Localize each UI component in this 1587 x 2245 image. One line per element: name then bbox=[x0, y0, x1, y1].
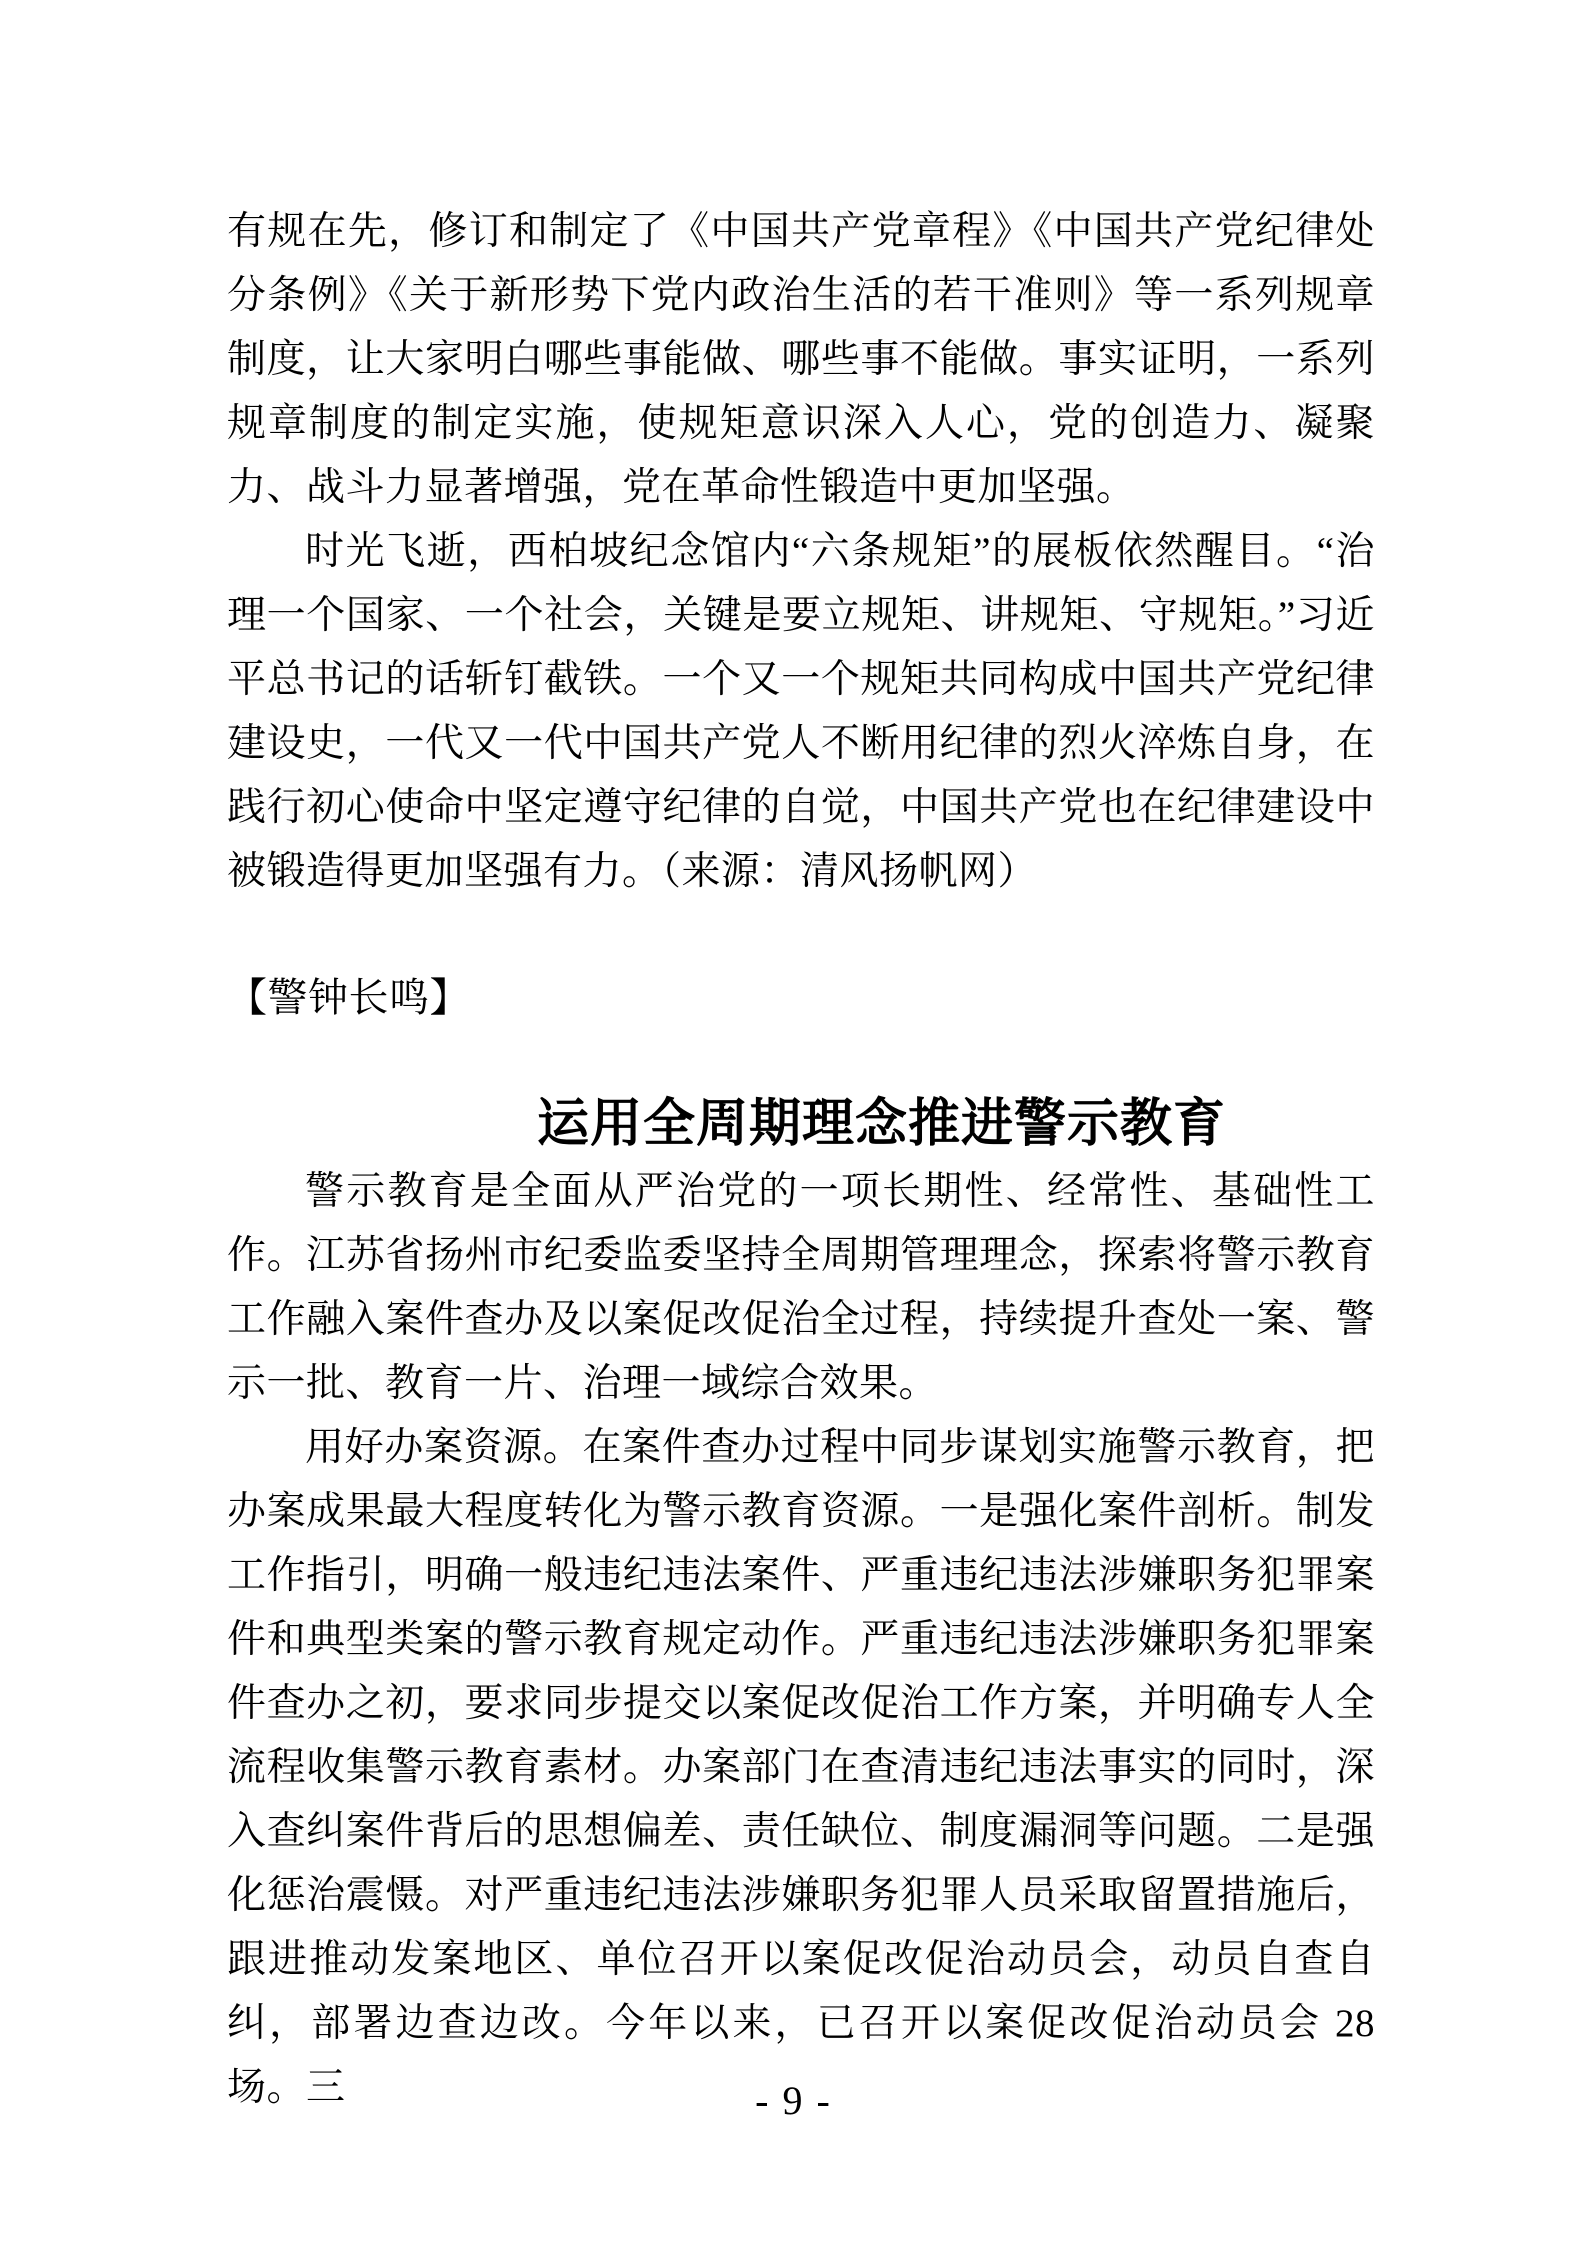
article-title: 运用全周期理念推进警示教育 bbox=[537, 1096, 1227, 1153]
document-content bbox=[227, 200, 1375, 2120]
section-header: 【警钟长鸣】 bbox=[227, 975, 470, 1020]
page-number: - 9 - bbox=[755, 2078, 832, 2123]
article-paragraph: 用好办案资源。在案件查办过程中同步谋划实施警示教育，把办案成果最大程度转化为警示教育资源。一是强化案件剖析。制发工作指引，明确一般违纪违法案件、严重违纪违法涉嫌职务犯罪案件和典型类案的警示教育规定动作。严重违纪违法涉嫌职务犯罪案件查办之初，要求同步提交以案促改促治工作方案，并明确专人全流程收集警示教育素材。办案部门在查清违纪违法事实的同时，深入查纠案件背后的思想偏差、责任缺位、制度漏洞等问题。二是强化惩治震慑。对严重违纪违法涉嫌职务犯罪人员采取留置措施后，跟进推动发案地区、单位召开以案促改促治动员会，动员自查自纠，部署边查边改。今年以来，已召开以案促改促治动员会 28 场。三 bbox=[227, 1426, 1375, 2109]
article-paragraph: 警示教育是全面从严治党的一项长期性、经常性、基础性工作。江苏省扬州市纪委监委坚持全周期管理理念，探索将警示教育工作融入案件查办及以案促改促治全过程，持续提升查处一案、警示一批、教育一片、治理一域综合效果。 bbox=[227, 1170, 1375, 1405]
paragraph: 时光飞逝，西柏坡纪念馆内“六条规矩”的展板依然醒目。“治理一个国家、一个社会，关键是要立规矩、讲规矩、守规矩。”习近平总书记的话斩钉截铁。一个又一个规矩共同构成中国共产党纪律建设史，一代又一代中国共产党人不断用纪律的烈火淬炼自身，在践行初心使命中坚定遵守纪律的自觉，中国共产党也在纪律建设中被锻造得更加坚强有力。（来源：清风扬帆网） bbox=[227, 530, 1375, 893]
paragraph-continued: 有规在先，修订和制定了《中国共产党章程》《中国共产党纪律处分条例》《关于新形势下党内政治生活的若干准则》等一系列规章制度，让大家明白哪些事能做、哪些事不能做。事实证明，一系列规章制度的制定实施，使规矩意识深入人心，党的创造力、凝聚力、战斗力显著增强，党在革命性锻造中更加坚强。 bbox=[227, 210, 1375, 509]
